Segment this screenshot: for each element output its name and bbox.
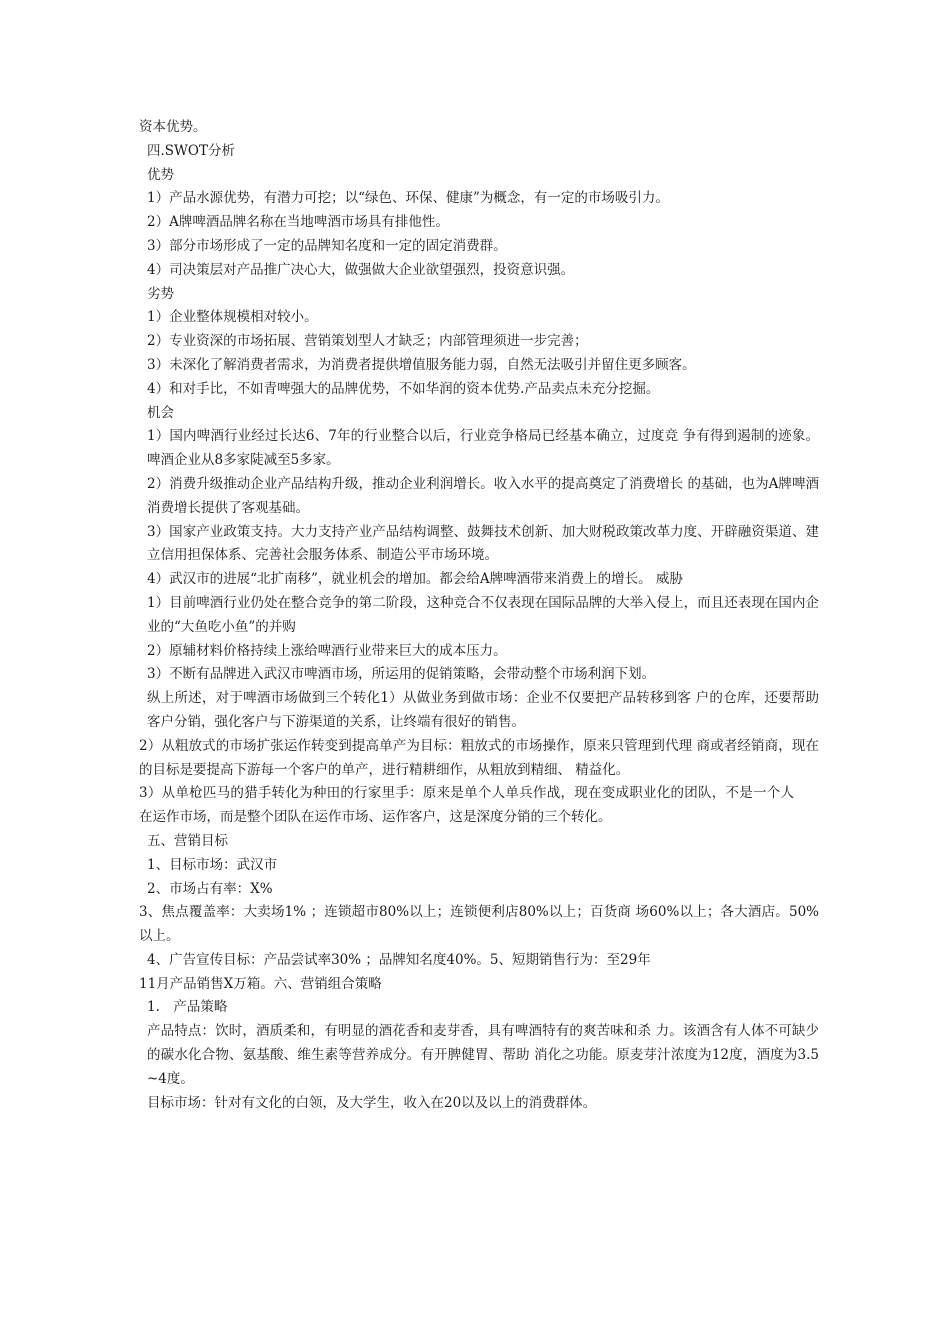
paragraph-1: 资本优势。 — [139, 119, 207, 135]
goal-target-market: 1、目标市场：武汉市 — [147, 856, 278, 873]
subheading-strengths: 优势 — [147, 166, 174, 183]
weakness-item-1: 1）企业整体规模相对较小。 — [147, 309, 318, 326]
threat-item-1: 1）目前啤酒行业仍处在整合竞争的第二阶段，这种竞合不仅表现在国际品牌的大举入侵上，而且还表现在国内企业的“大鱼吃小鱼”的并购 — [147, 594, 819, 635]
goal-market-share: 2、市场占有率：X% — [147, 880, 273, 897]
weakness-item-2: 2）专业资深的市场拓展、营销策划型人才缺乏；内部管理须进一步完善； — [147, 333, 588, 350]
weakness-item-3: 3）未深化了解消费者需求，为消费者提供增值服务能力弱，自然无法吸引并留住更多顾客。 — [147, 356, 696, 373]
threat-item-3: 3）不断有品牌进入武汉市啤酒市场，所运用的促销策略，会带动整个市场利润下划。 — [147, 666, 656, 683]
strength-item-4: 4）司决策层对产品推广决心大，做强做大企业欲望强烈，投资意识强。 — [147, 261, 575, 278]
section-heading-marketing-goals: 五、营销目标 — [147, 832, 228, 849]
goal-sales-and-strategy-heading: 11月产品销售X万箱。六、营销组合策略 — [139, 975, 382, 992]
product-features: 产品特点：饮时，酒质柔和，有明显的酒花香和麦芽香，具有啤酒特有的爽苦味和杀 力。该酒含有人体不可缺少的碳水化合物、氨基酸、维生素等营养成分。有开脾健胃、帮助 消化之功能。原麦芽汁浓度为12度，酒度为3.5~4度。 — [147, 1023, 819, 1087]
opportunity-item-4: 4）武汉市的进展“北扩南移”，就业机会的增加。都会给A牌啤酒带来消费上的增长。 威胁 — [147, 571, 683, 588]
document-body — [139, 116, 819, 1115]
summary-point-3: 3）从单枪匹马的猎手转化为种田的行家里手：原来是单个人单兵作战，现在变成职业化的团队，不是一个人在运作市场，而是整个团队在运作市场、运作客户，这是深度分销的三个转化。 — [139, 785, 794, 826]
summary-paragraph: 纵上所述，对于啤酒市场做到三个转化1）从做业务到做市场：企业不仅要把产品转移到客 户的仓库，还要帮助客户分销，强化客户与下游渠道的关系，让终端有很好的销售。 — [147, 690, 819, 730]
strength-item-1: 1）产品水源优势，有潜力可挖；以“绿色、环保、健康”为概念，有一定的市场吸引力。 — [147, 190, 669, 207]
opportunity-item-2: 2）消费升级推动企业产品结构升级，推动企业利润增长。收入水平的提高奠定了消费增长 的基础，也为A牌啤酒消费增长提供了客观基础。 — [147, 475, 819, 516]
subheading-opportunities: 机会 — [147, 404, 174, 421]
subheading-weaknesses: 劣势 — [147, 285, 174, 302]
subheading-product-strategy: 1. 产品策略 — [147, 999, 228, 1016]
strength-item-2: 2）A牌啤酒品牌名称在当地啤酒市场具有排他性。 — [147, 214, 449, 231]
goal-advertising: 4、广告宣传目标：产品尝试率30% ；品牌知名度40%。5、短期销售行为：至29年 — [147, 951, 651, 968]
strength-item-3: 3）部分市场形成了一定的品牌知名度和一定的固定消费群。 — [147, 237, 507, 254]
product-target-market: 目标市场：针对有文化的白领，及大学生，收入在20以及以上的消费群体。 — [147, 1094, 597, 1111]
goal-coverage-rate: 3、焦点覆盖率：大卖场1% ；连锁超市80%以上；连锁便利店80%以上；百货商 场60%以上；各大酒店。50%以上。 — [139, 904, 819, 945]
summary-point-2: 2）从粗放式的市场扩张运作转变到提高单产为目标：粗放式的市场操作，原来只管理到代理 商或者经销商，现在的目标是要提高下游每一个客户的单产，进行精耕细作，从粗放到精细、 精益化。 — [139, 737, 819, 778]
opportunity-item-3: 3）国家产业政策支持。大力支持产业产品结构调整、鼓舞技术创新、加大财税政策改革力度、开辟融资渠道、建立信用担保体系、完善社会服务体系、制造公平市场环境。 — [147, 523, 819, 564]
weakness-item-4: 4）和对手比，不如青啤强大的品牌优势，不如华润的资本优势.产品卖点未充分挖掘。 — [147, 380, 660, 397]
opportunity-item-1: 1）国内啤酒行业经过长达6、7年的行业整合以后，行业竞争格局已经基本确立，过度竞 争有得到遏制的迹象。啤酒企业从8多家陡减至5多家。 — [147, 428, 819, 469]
section-heading-swot: 四.SWOT分析 — [147, 142, 235, 159]
threat-item-2: 2）原辅材料价格持续上涨给啤酒行业带来巨大的成本压力。 — [147, 642, 507, 659]
